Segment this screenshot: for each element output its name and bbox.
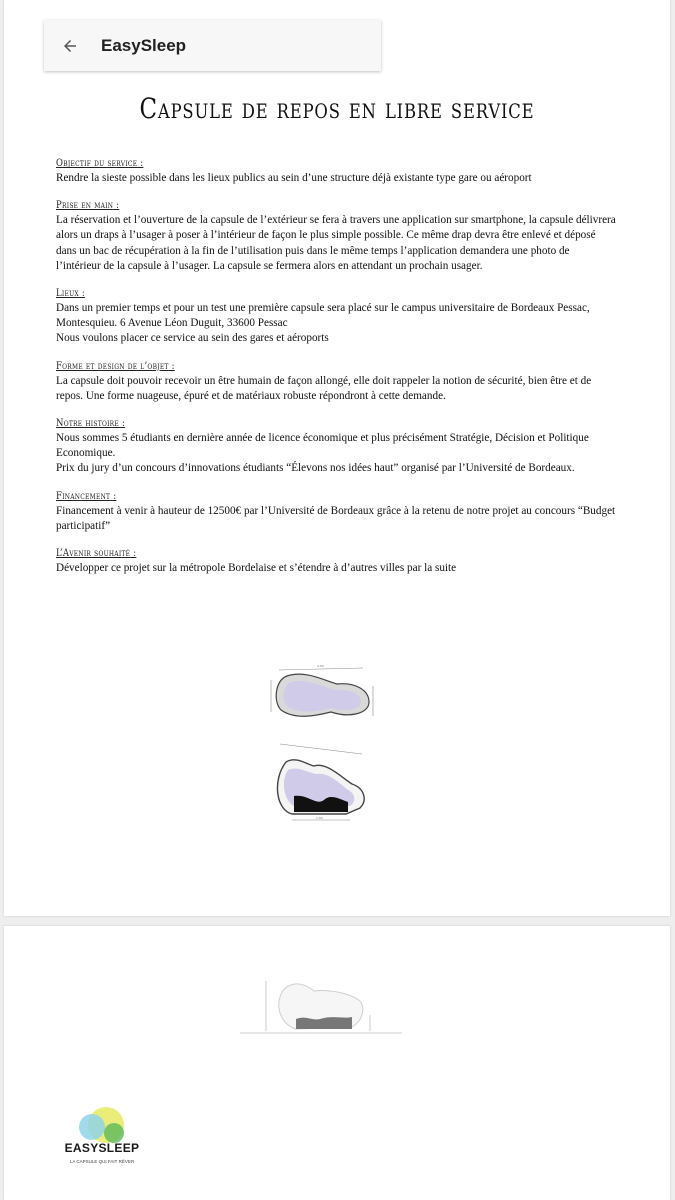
section-paragraph: Nous sommes 5 étudiants en dernière année de licence économique et plus précisément Stratégie, Décision et Politique Economique. <box>56 432 589 460</box>
arrow-left-icon <box>61 37 79 55</box>
section-heading-text: Notre histoire <box>56 418 120 430</box>
back-button[interactable] <box>44 20 96 71</box>
svg-text:3.00: 3.00 <box>317 664 324 668</box>
section <box>56 413 616 477</box>
section-paragraph: La réservation et l’ouverture de la capsule de l’extérieur se fera à travers une application sur smartphone, la capsule délivrera alors un draps à l’usager à poser à l’intérieur de façon le plus simple possible. Ce même drap devra être enlevé et déposé dans un bac de récupération à la fin de l’utilisation puis dans le même temps l’application demandera une photo de l’intérieur de la capsule à l’usager. La capsule se fermera alors en attendant un prochain usager. <box>56 214 616 272</box>
section-paragraph: Rendre la sieste possible dans les lieux publics au sein d’une structure déjà existante type gare ou aéroport <box>56 172 532 184</box>
section-heading: Financement : <box>56 490 117 502</box>
logo-wordmark: EASYSLEEP <box>64 1141 140 1155</box>
section <box>56 283 616 347</box>
section-heading-text: Prise en main <box>56 200 114 212</box>
section-heading-text: Forme et design de l’objet <box>56 360 169 372</box>
document-title: Capsule de repos en libre service <box>139 92 535 125</box>
section-body <box>56 561 616 576</box>
section-heading: Notre histoire : <box>56 418 126 430</box>
section-paragraph: Nous voulons placer ce service au sein des gares et aéroports <box>56 332 329 345</box>
easysleep-logo <box>62 1105 142 1175</box>
section-heading: Forme et design de l’objet : <box>56 360 175 372</box>
section-paragraph: Développer ce projet sur la métropole Bordelaise et s’étendre à d’autres villes par la suite <box>56 562 457 575</box>
section-paragraph: La capsule doit pouvoir recevoir un être humain de façon allongé, elle doit rappeler la notion de sécurité, bien être et de repos. Une forme nuageuse, épuré et de matériaux robuste répondront à cette demande. <box>56 374 592 402</box>
app-title: EasySleep <box>101 35 187 55</box>
section <box>56 356 616 404</box>
section <box>56 153 616 186</box>
section-body <box>56 431 616 477</box>
section-heading: Objectif du service : <box>56 158 144 169</box>
section-body <box>56 213 616 274</box>
section-body <box>56 301 616 347</box>
section-heading: L’Avenir souhaité : <box>56 548 137 560</box>
logo-mark-icon <box>62 1105 142 1145</box>
section-heading-text: Lieux <box>56 288 79 300</box>
section-body <box>56 171 616 186</box>
section-heading: Lieux : <box>56 288 85 300</box>
section-body <box>56 374 616 404</box>
capsule-top-view-drawing <box>265 662 385 724</box>
section <box>56 543 616 576</box>
section-heading-text: L’Avenir souhaité <box>56 548 131 560</box>
document-sections <box>56 153 616 585</box>
svg-text:1.00: 1.00 <box>316 816 323 820</box>
app-bar <box>44 20 381 71</box>
section-paragraph: Dans un premier temps et pour un test une première capsule sera placé sur le campus universitaire de Bordeaux Pessac, Montesquieu. 6 Avenue Léon Duguit, 33600 Pessac <box>56 302 590 330</box>
section <box>56 195 616 274</box>
logo-tagline: LA CAPSULE QUI FAIT RÊVER <box>69 1159 135 1164</box>
section-heading-text: Financement <box>56 490 111 502</box>
section <box>56 486 616 534</box>
section-heading: Prise en main : <box>56 200 120 212</box>
capsule-side-elevation-drawing <box>240 975 410 1037</box>
section-paragraph: Financement à venir à hauteur de 12500€ par l’Université de Bordeaux grâce à la retenu de notre projet au concours “Budget participatif” <box>56 504 616 532</box>
section-paragraph: Prix du jury d’un concours d’innovations étudiants “Élevons nos idées haut” organisé par l’Université de Bordeaux. <box>56 462 575 475</box>
section-body <box>56 504 616 534</box>
capsule-side-view-drawing <box>268 740 388 826</box>
section-heading-text: Objectif du service <box>56 158 138 169</box>
